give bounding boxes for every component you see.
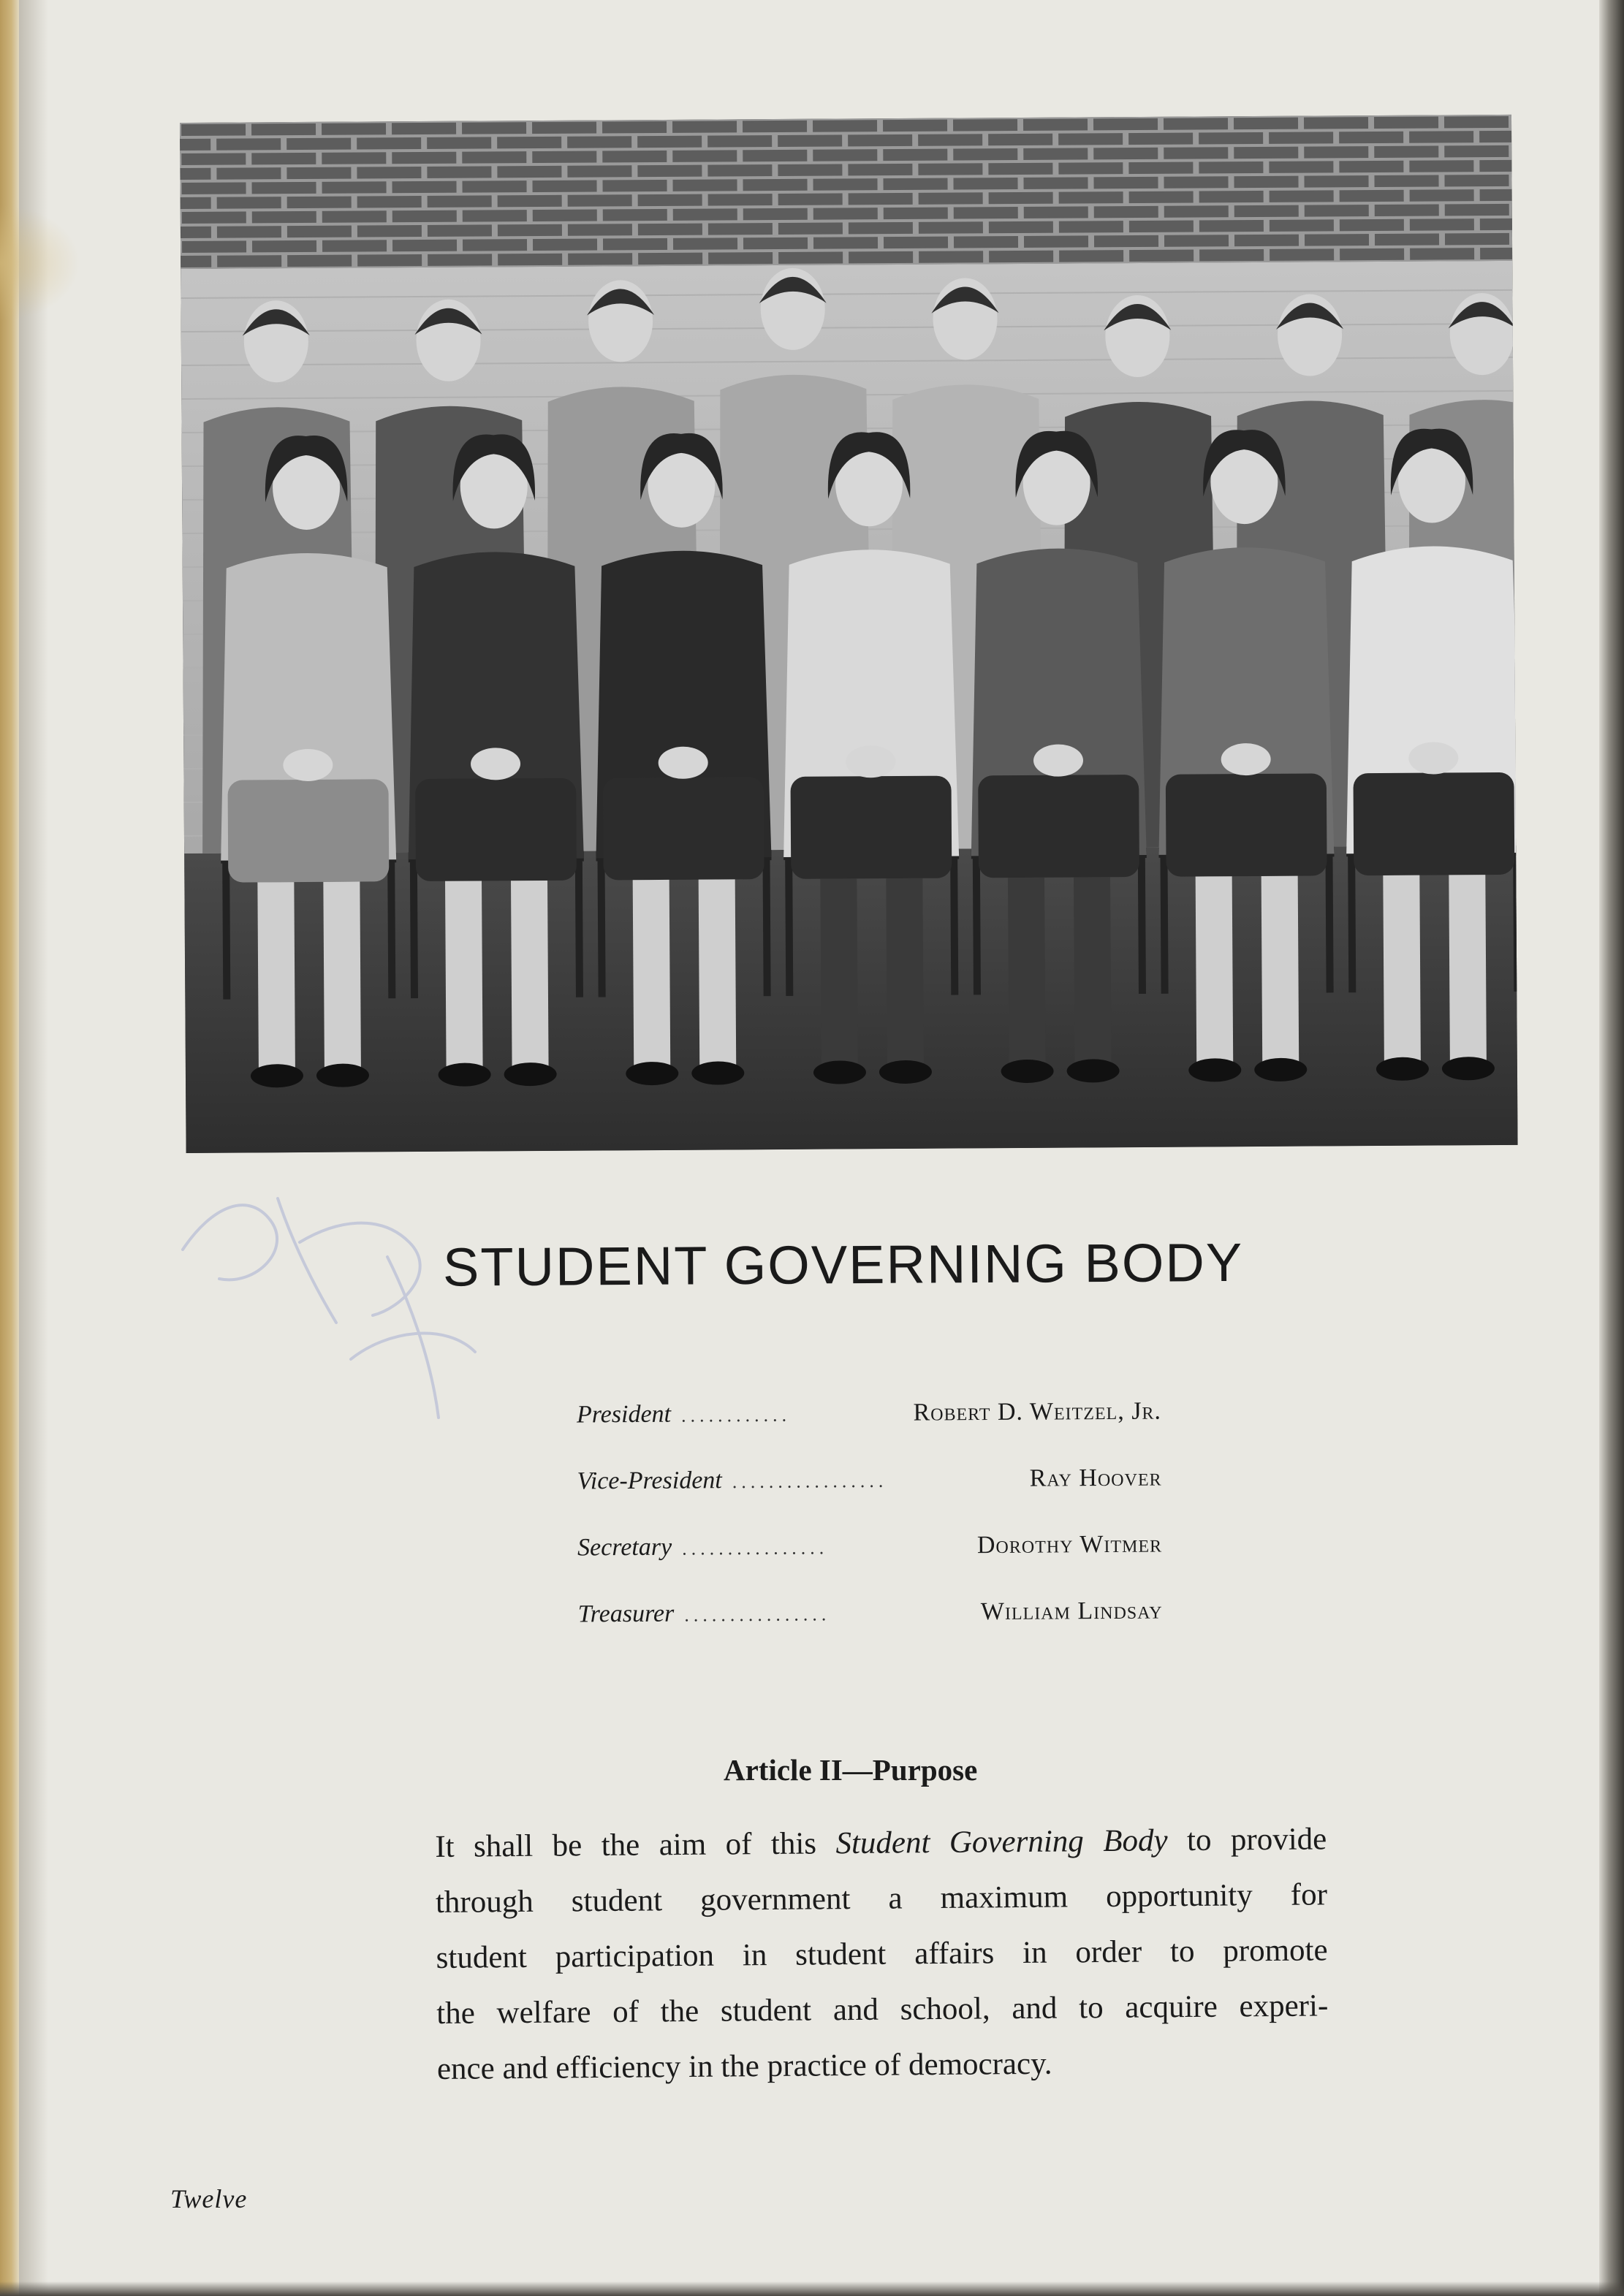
article-paragraph [435,1812,1329,2097]
officer-row-president [577,1398,1162,1468]
book-bottom-edge [0,2281,1624,2296]
book-gutter-edge [0,0,19,2296]
group-photo-illustration [180,115,1518,1153]
officer-name: Dorothy Witmer [976,1530,1163,1559]
page-title: STUDENT GOVERNING BODY [442,1231,1244,1298]
officer-row-vice-president [577,1464,1162,1535]
leader-dots: ............ [680,1404,792,1426]
italic-text-run: Student Governing Body [835,1823,1168,1861]
officer-name: Robert D. Weitzel, Jr. [913,1397,1162,1426]
officer-role: Vice-President [577,1467,722,1495]
officer-name: Ray Hoover [1029,1464,1162,1492]
officer-role: Treasurer [577,1600,675,1628]
page-stain [0,205,80,322]
page-number: Twelve [170,2184,248,2213]
article-line: ence and efficiency in the practice of democracy. [436,2046,1052,2086]
text-run: to provide [1167,1822,1327,1858]
text-run: It shall be the aim of this [435,1826,836,1864]
brick-wall [180,115,1512,269]
officer-row-treasurer [578,1597,1164,1668]
article-line: the welfare of the student and school, and to acquire experi- [436,1988,1329,2031]
officer-name: William Lindsay [980,1597,1163,1626]
leader-dots: ................ [684,1603,831,1626]
officers-list [577,1398,1163,1668]
leader-dots: ................ [682,1537,829,1559]
gutter-shadow [19,0,48,2296]
article-line: student participation in student affairs in order to promote [436,1933,1328,1975]
officer-role: Secretary [577,1533,672,1562]
article-heading: Article II—Purpose [724,1753,978,1787]
article-line [435,1812,1327,1875]
leader-dots: ................. [732,1470,888,1493]
officer-row-secretary [577,1531,1163,1601]
group-photograph [180,115,1518,1153]
officer-role: President [576,1400,672,1429]
book-right-edge [1599,0,1624,2296]
article-line: through student government a maximum opportunity for [435,1877,1328,1920]
